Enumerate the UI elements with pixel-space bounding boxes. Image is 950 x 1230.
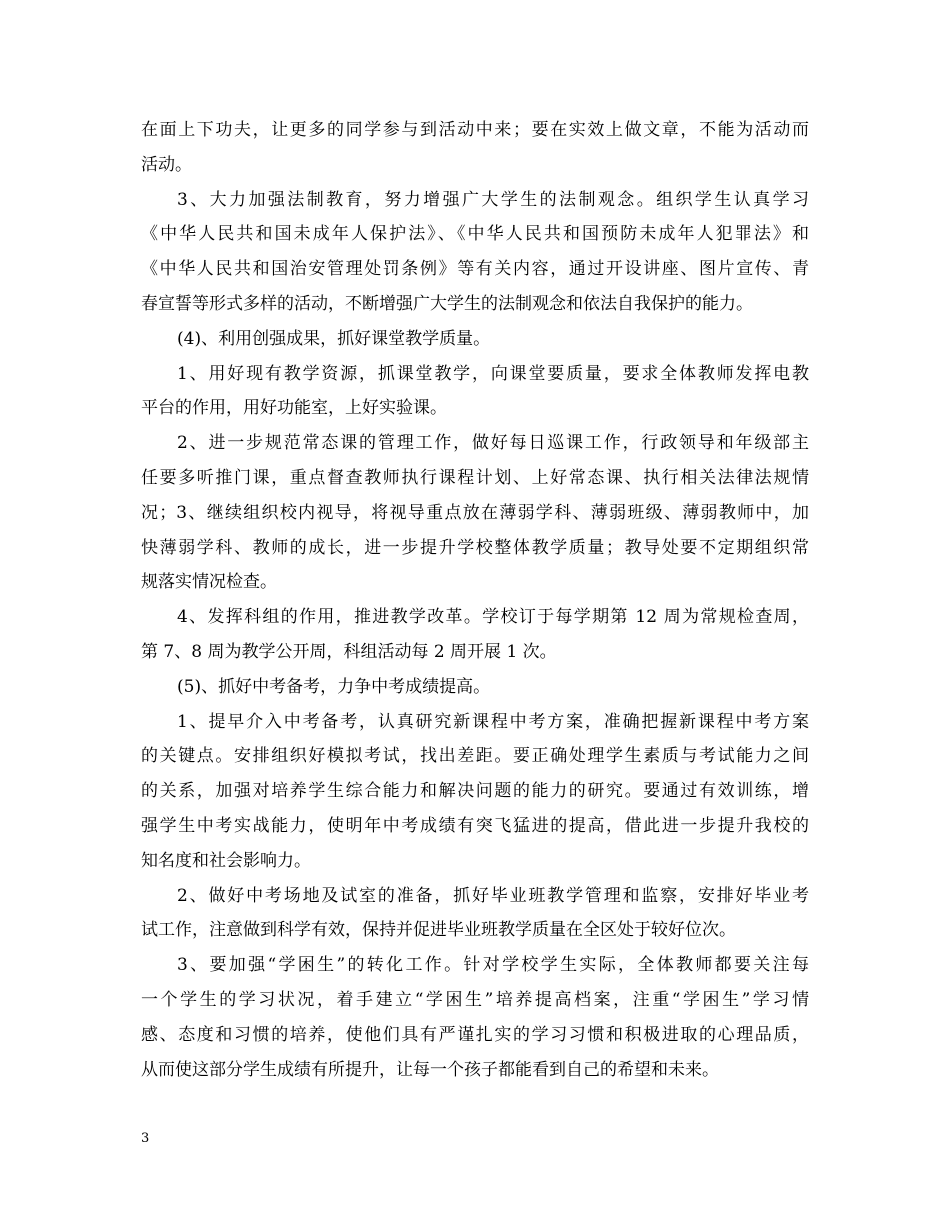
- text-line: 4、发挥科组的作用，推进教学改革。学校订于每学期第 12 周为常规检查周，: [177, 607, 809, 628]
- text-line: 平台的作用，用好功能室，上好实验课。: [141, 398, 447, 419]
- text-line: 从而使这部分学生成绩有所提升，让每一个孩子都能看到自己的希望和未来。: [141, 1059, 719, 1080]
- text-line: 《中华人民共和国未成年人保护法》、《中华人民共和国预防未成年人犯罪法》和: [141, 224, 809, 245]
- document-body: [141, 113, 809, 1087]
- page-number: 3: [141, 1131, 150, 1146]
- text-line: 强学生中考实战能力，使明年中考成绩有突飞猛进的提高，借此进一步提升我校的: [141, 815, 809, 836]
- text-line: 2、做好中考场地及试室的准备，抓好毕业班教学管理和监察，安排好毕业考: [177, 885, 809, 906]
- text-line: 活动。: [141, 154, 192, 175]
- text-line: 的关键点。安排组织好模拟考试，找出差距。要正确处理学生素质与考试能力之间: [141, 746, 809, 767]
- text-line: 3、大力加强法制教育，努力增强广大学生的法制观念。组织学生认真学习: [177, 189, 809, 210]
- text-line: 快薄弱学科、教师的成长，进一步提升学校整体教学质量；教导处要不定期组织常: [141, 537, 809, 558]
- text-line: 春宣誓等形式多样的活动，不断增强广大学生的法制观念和依法自我保护的能力。: [141, 293, 753, 314]
- text-line: 况；3、继续组织校内视导，将视导重点放在薄弱学科、薄弱班级、薄弱教师中，加: [141, 502, 809, 523]
- text-line: 3、要加强“学困生”的转化工作。针对学校学生实际，全体教师都要关注每: [177, 955, 809, 976]
- text-line: 2、进一步规范常态课的管理工作，做好每日巡课工作，行政领导和年级部主: [177, 433, 809, 454]
- text-line: 的关系，加强对培养学生综合能力和解决问题的能力的研究。要通过有效训练，增: [141, 781, 809, 802]
- text-line: 1、用好现有教学资源，抓课堂教学，向课堂要质量，要求全体教师发挥电教: [177, 363, 809, 384]
- text-line: 1、提早介入中考备考，认真研究新课程中考方案，准确把握新课程中考方案: [177, 711, 809, 732]
- text-line: 规落实情况检查。: [141, 572, 277, 593]
- text-line: 在面上下功夫，让更多的同学参与到活动中来；要在实效上做文章，不能为活动而: [141, 120, 809, 140]
- text-line: 试工作，注意做到科学有效，保持并促进毕业班教学质量在全区处于较好位次。: [141, 920, 736, 941]
- text-line: 第 7、8 周为教学公开周，科组活动每 2 周开展 1 次。: [141, 641, 557, 662]
- text-line: (4)、利用创强成果，抓好课堂教学质量。: [177, 328, 491, 349]
- text-line: 感、态度和习惯的培养，使他们具有严谨扎实的学习习惯和积极进取的心理品质，: [141, 1024, 809, 1045]
- text-line: 知名度和社会影响力。: [141, 850, 311, 871]
- text-line: 任要多听推门课，重点督查教师执行课程计划、上好常态课、执行相关法律法规情: [141, 467, 809, 488]
- text-line: (5)、抓好中考备考，力争中考成绩提高。: [177, 676, 491, 697]
- text-line: 《中华人民共和国治安管理处罚条例》等有关内容，通过开设讲座、图片宣传、青: [141, 259, 809, 280]
- text-line: 一个学生的学习状况，着手建立“学困生”培养提高档案，注重“学困生”学习情: [141, 989, 809, 1010]
